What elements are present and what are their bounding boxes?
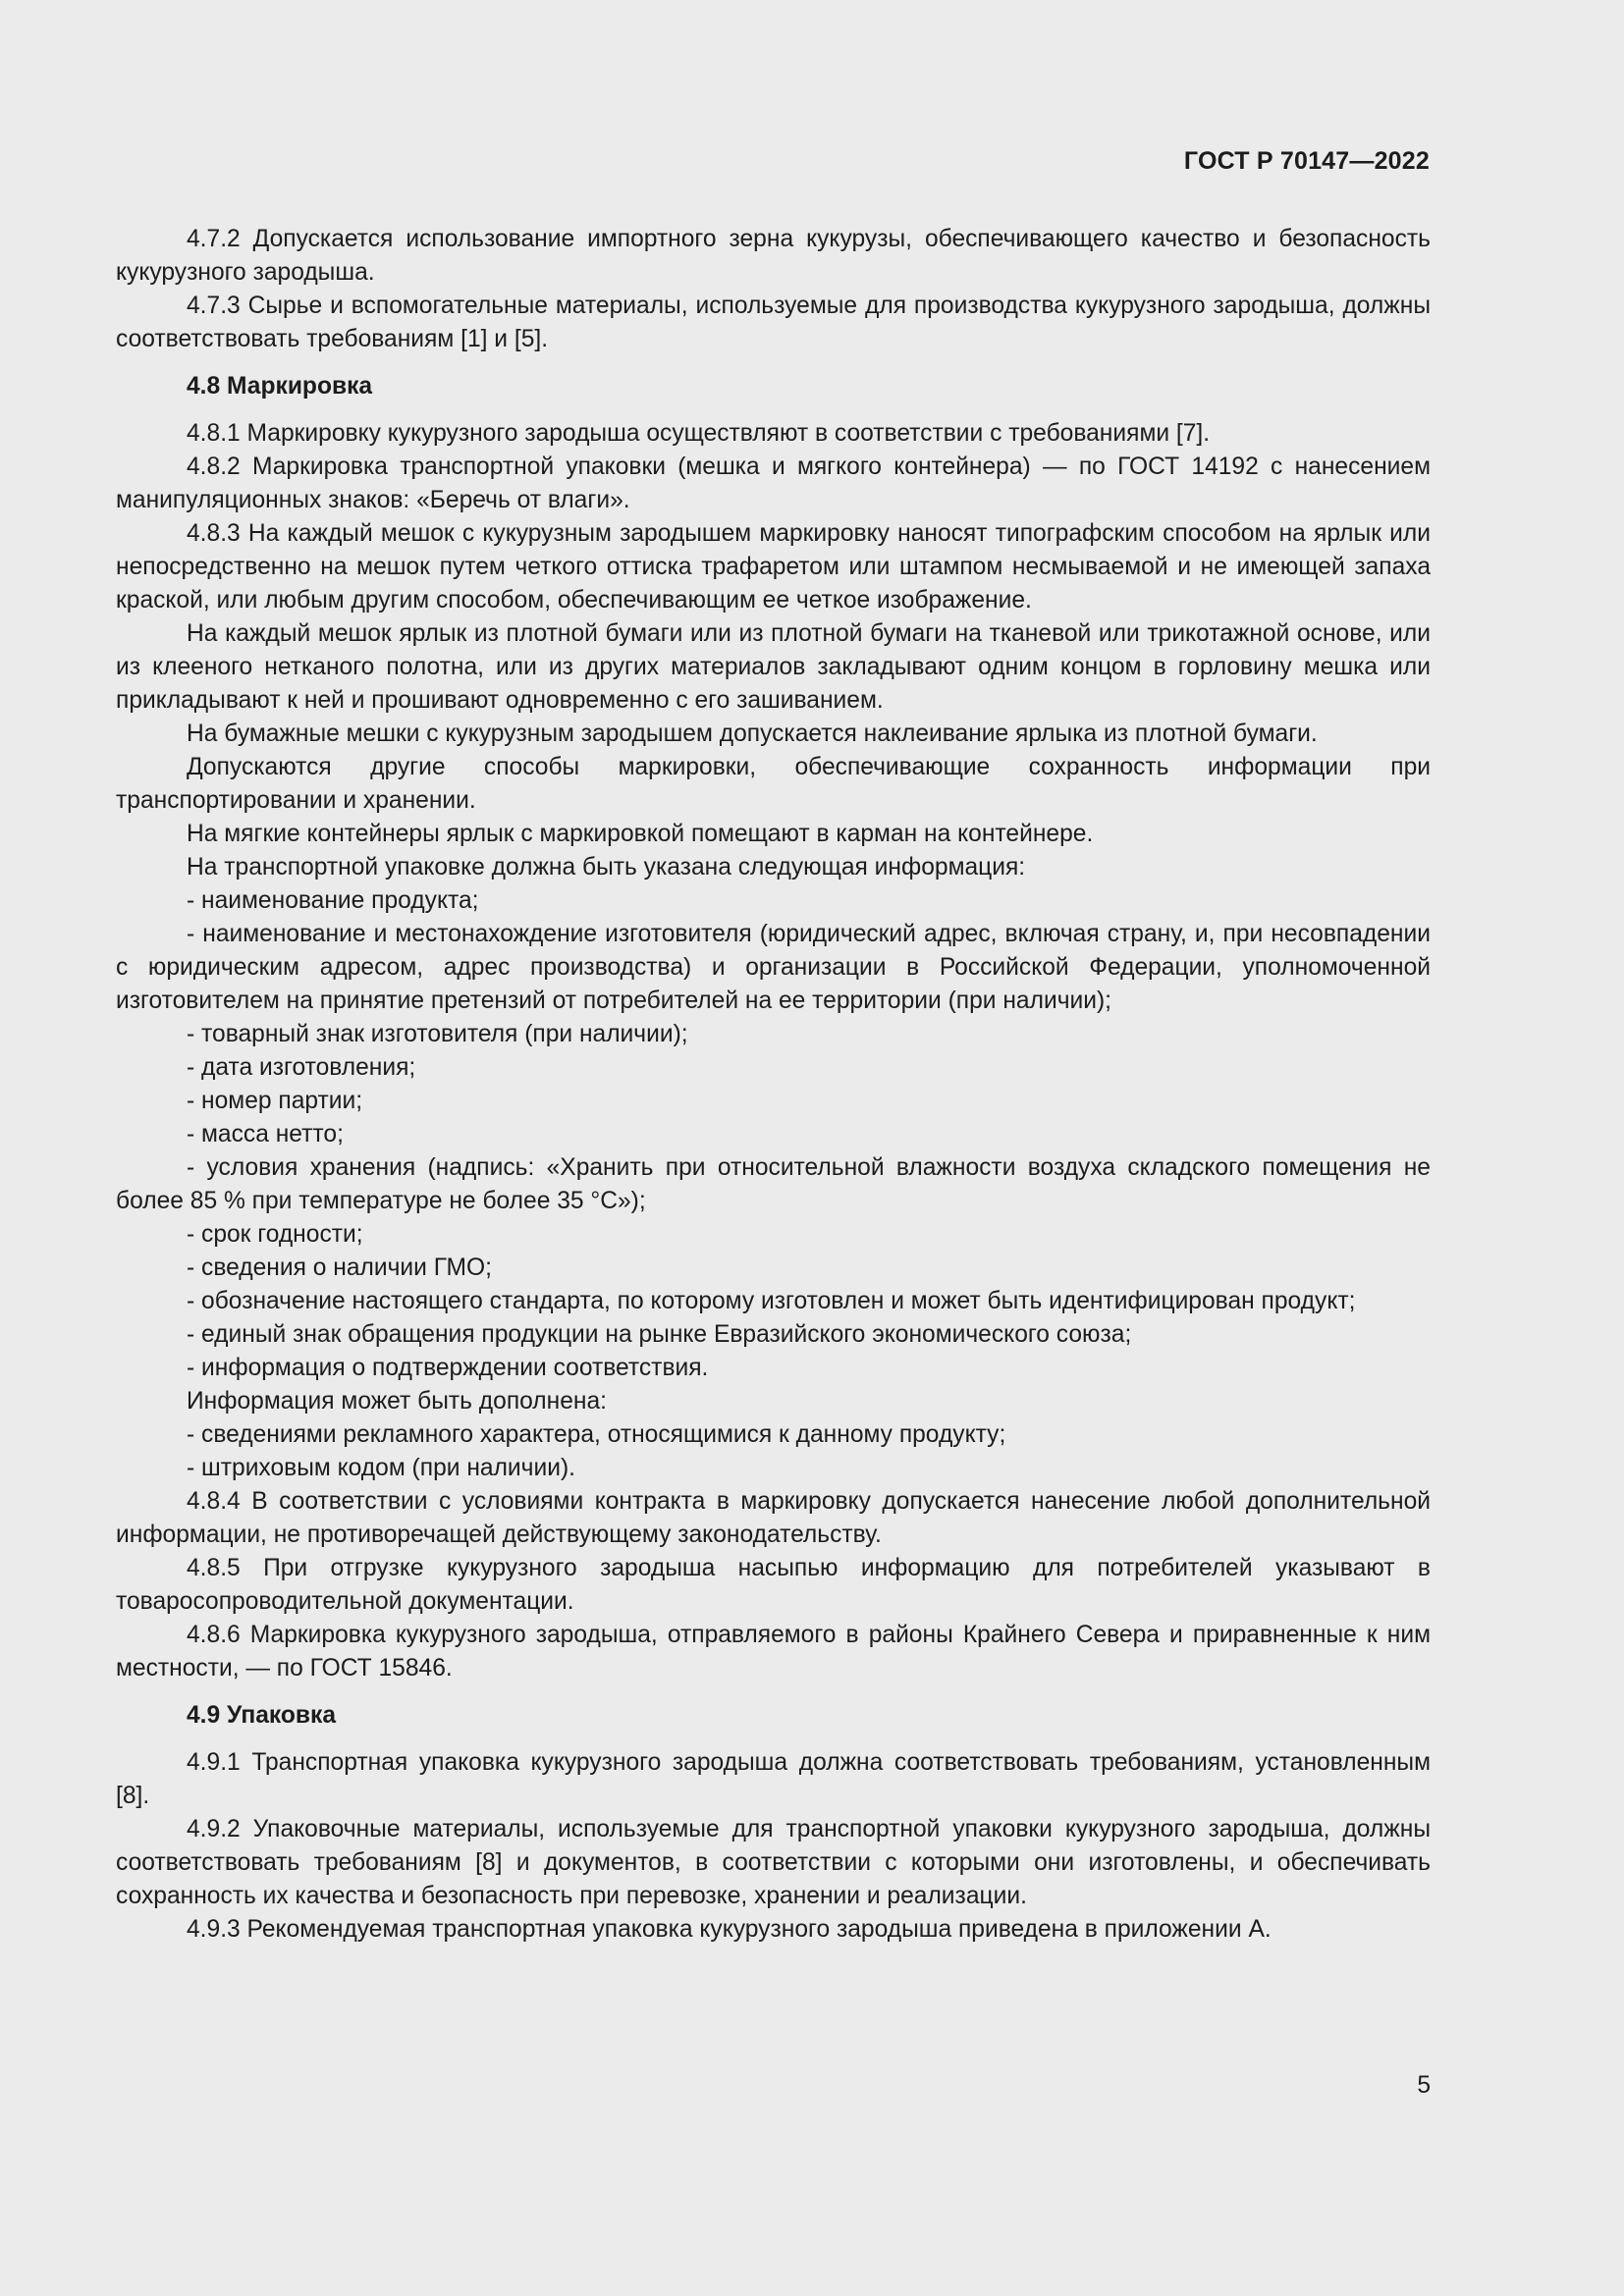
list-item: - наименование и местонахождение изготовителя (юридический адрес, включая страну, и, при несовпадении с юридическим адресом, адрес производства) и организации в Российской Федерации, уполномоченной изготовителем на принятие претензий от потребителей на ее территории (при наличии);: [116, 921, 1431, 1014]
paragraph-info-supplement: Информация может быть дополнена:: [187, 1388, 607, 1415]
paragraph-4-9-3: 4.9.3 Рекомендуемая транспортная упаковка кукурузного зародыша приведена в приложении А.: [187, 1916, 1272, 1943]
paragraph-4-7-3: 4.7.3 Сырье и вспомогательные материалы, используемые для производства кукурузного зародыша, должны соответствовать требованиям [1] и [5].: [116, 293, 1431, 352]
list-item: - товарный знак изготовителя (при наличии);: [187, 1021, 688, 1047]
paragraph-soft-containers: На мягкие контейнеры ярлык с маркировкой помещают в карман на контейнере.: [187, 821, 1094, 847]
list-item: - условия хранения (надпись: «Хранить при относительной влажности воздуха складского помещения не более 85 % при температуре не более 35 °С»);: [116, 1154, 1431, 1214]
list-item: - штриховым кодом (при наличии).: [187, 1455, 575, 1481]
document-code-header: ГОСТ Р 70147—2022: [1183, 147, 1430, 175]
document-body: [116, 223, 1431, 1947]
paragraph-4-8-5: 4.8.5 При отгрузке кукурузного зародыша насыпью информацию для потребителей указывают в товаросопроводительной документации.: [116, 1555, 1431, 1615]
paragraph-4-8-3: 4.8.3 На каждый мешок с кукурузным зародышем маркировку наносят типографским способом на ярлык или непосредственно на мешок путем четкого оттиска трафаретом или штампом несмываемой и не имеющей запаха краской, или любым другим способом, обеспечивающим ее четкое изображение.: [116, 520, 1431, 614]
list-item: - единый знак обращения продукции на рынке Евразийского экономического союза;: [187, 1321, 1132, 1348]
list-item: - масса нетто;: [187, 1121, 344, 1148]
paragraph-4-8-4: 4.8.4 В соответствии с условиями контракта в маркировку допускается нанесение любой дополнительной информации, не противоречащей действующему законодательству.: [116, 1488, 1431, 1548]
paragraph-4-9-1: 4.9.1 Транспортная упаковка кукурузного зародыша должна соответствовать требованиям, установленным [8].: [116, 1749, 1431, 1809]
list-item: - сведениями рекламного характера, относящимися к данному продукту;: [187, 1421, 1006, 1448]
paragraph-4-8-2: 4.8.2 Маркировка транспортной упаковки (мешка и мягкого контейнера) — по ГОСТ 14192 с нанесением манипуляционных знаков: «Беречь от влаги».: [116, 454, 1431, 513]
paragraph-4-8-1: 4.8.1 Маркировку кукурузного зародыша осуществляют в соответствии с требованиями [7].: [187, 420, 1211, 447]
paragraph-4-8-6: 4.8.6 Маркировка кукурузного зародыша, отправляемого в районы Крайнего Севера и приравненные к ним местности, — по ГОСТ 15846.: [116, 1622, 1431, 1682]
list-item: - срок годности;: [187, 1221, 363, 1248]
section-heading-4-9: 4.9 Упаковка: [187, 1702, 337, 1729]
list-item: - номер партии;: [187, 1088, 363, 1114]
list-item: - наименование продукта;: [187, 887, 479, 914]
list-item: - сведения о наличии ГМО;: [187, 1255, 492, 1281]
paragraph-label-attachment: На каждый мешок ярлык из плотной бумаги или из плотной бумаги на тканевой или трикотажной основе, или из клееного нетканого полотна, или из других материалов закладывают одним концом в горловину мешка или прикладывают к ней и прошивают одновременно с его зашиванием.: [116, 620, 1431, 714]
list-item: - дата изготовления;: [187, 1054, 416, 1081]
paragraph-paper-bags: На бумажные мешки с кукурузным зародышем допускается наклеивание ярлыка из плотной бумаги.: [187, 721, 1318, 747]
paragraph-4-9-2: 4.9.2 Упаковочные материалы, используемые для транспортной упаковки кукурузного зародыша, должны соответствовать требованиям [8] и документов, в соответствии с которыми они изготовлены, и обеспечивать сохранность их качества и безопасность при перевозке, хранении и реализации.: [116, 1816, 1431, 1909]
page-number: 5: [1417, 2072, 1431, 2099]
paragraph-info-intro: На транспортной упаковке должна быть указана следующая информация:: [187, 854, 1026, 881]
list-item: - информация о подтверждении соответствия.: [187, 1355, 709, 1381]
paragraph-4-7-2: 4.7.2 Допускается использование импортного зерна кукурузы, обеспечивающего качество и безопасность кукурузного зародыша.: [116, 226, 1431, 286]
list-item: - обозначение настоящего стандарта, по которому изготовлен и может быть идентифицирован продукт;: [187, 1288, 1356, 1314]
section-heading-4-8: 4.8 Маркировка: [187, 373, 373, 400]
paragraph-other-methods: Допускаются другие способы маркировки, обеспечивающие сохранность информации при транспортировании и хранении.: [116, 754, 1431, 814]
